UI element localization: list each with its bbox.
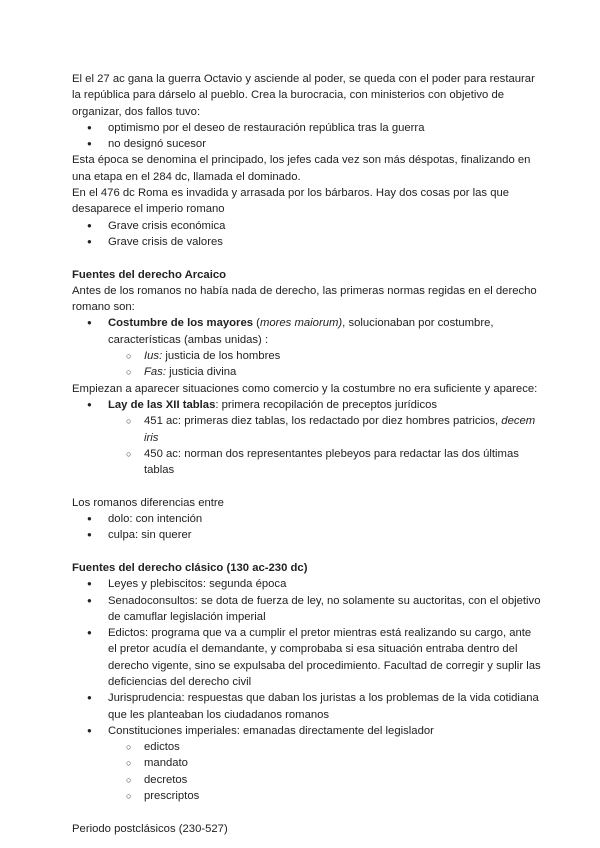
list-item: ● optimismo por el deseo de restauración república tras la guerra [72,120,542,136]
section-heading-arcaico: Fuentes del derecho Arcaico [72,268,227,281]
section-heading-clasico: Fuentes del derecho clásico (130 ac-230 dc) [72,561,308,574]
costumbre-sublist [108,348,542,381]
ley-451-latin: decem iris [144,415,536,444]
sublist-item: ○ edictos [72,739,542,755]
arcaico-list-ley [72,397,542,478]
costumbre-latin: mores maiorum) [259,317,343,330]
postclasico-line: Periodo postclásicos (230-527) [72,822,228,835]
arcaico-list-costumbre [72,315,542,380]
clasico-list [72,576,542,804]
sublist-item: ○ prescriptos [72,788,542,804]
intro-list-2 [72,218,542,251]
costumbre-description: , solucionaban por costumbre, características (ambas unidas) : [108,317,494,346]
list-item: ● no designó sucesor [72,136,542,152]
intro-paragraph-2: Esta época se denomina el principado, los jefes cada vez son más déspotas, finalizando en una etapa en el 284 dc, llamada el dominado. [72,154,531,183]
constituciones-text: Constituciones imperiales: emanadas directamente del legislador [108,724,434,737]
sublist-item [72,348,542,364]
document-page [72,71,542,837]
dolo-culpa-list [72,511,542,544]
sublist-item: ○ mandato [72,755,542,771]
list-item: ● Senadoconsultos: se dota de fuerza de ley, no solamente su auctoritas, con el objetivo de camuflar legislación imperial [72,593,542,626]
intro-list-1 [72,120,542,153]
constituciones-sublist [108,739,542,804]
sublist-item: ○ 450 ac: norman dos representantes plebeyos para redactar las dos últimas tablas [72,446,542,479]
arcaico-paragraph-3: Los romanos diferencias entre [72,496,224,509]
term-ius: Ius: [144,350,163,363]
paren-open: ( [253,317,260,330]
list-item-costumbre [72,315,542,380]
list-item-ley [72,397,542,478]
list-item-constituciones [72,723,542,804]
term-fas-description: justicia divina [165,366,237,379]
term-fas: Fas: [144,366,166,379]
intro-paragraph-1: El el 27 ac gana la guerra Octavio y asciende al poder, se queda con el poder para restaurar la república para dárselo al pueblo. Crea la burocracia, con ministerios con objetivo de organizar, dos fallos tuvo: [72,73,535,118]
sublist-item: ○ decretos [72,772,542,788]
list-item: ● Jurisprudencia: respuestas que daban los juristas a los problemas de la vida cotidiana que les planteaban los ciudadanos romanos [72,690,542,723]
costumbre-term: Costumbre de los mayores [108,317,254,330]
sublist-item [72,364,542,380]
arcaico-paragraph-2: Empiezan a aparecer situaciones como comercio y la costumbre no era suficiente y aparece: [72,382,538,395]
ley-sublist [108,413,542,478]
list-item: ● culpa: sin querer [72,527,542,543]
list-item: ● Grave crisis de valores [72,234,542,250]
ley-451-text: 451 ac: primeras diez tablas, los redactado por diez hombres patricios, [144,415,502,428]
sublist-item [72,413,542,446]
ley-term: Lay de las XII tablas [108,398,216,411]
list-item: ● dolo: con intención [72,511,542,527]
list-item: ● Edictos: programa que va a cumplir el pretor mientras está realizando su cargo, ante el pretor acudía el demandante, y comprobaba si esa situación entraba dentro del derecho vigente, sino se expulsaba del procedimiento. Facultad de corregir y suplir las deficiencias del derecho civil [72,625,542,690]
list-item: ● Leyes y plebiscitos: segunda época [72,576,542,592]
arcaico-paragraph-1: Antes de los romanos no había nada de derecho, las primeras normas regidas en el derecho romano son: [72,284,537,314]
ley-description: : primera recopilación de preceptos jurídicos [215,398,438,411]
list-item: ● Grave crisis económica [72,218,542,234]
intro-paragraph-3: En el 476 dc Roma es invadida y arrasada por los bárbaros. Hay dos cosas por las que desaparece el imperio romano [72,187,510,216]
term-ius-description: justicia de los hombres [162,350,281,363]
